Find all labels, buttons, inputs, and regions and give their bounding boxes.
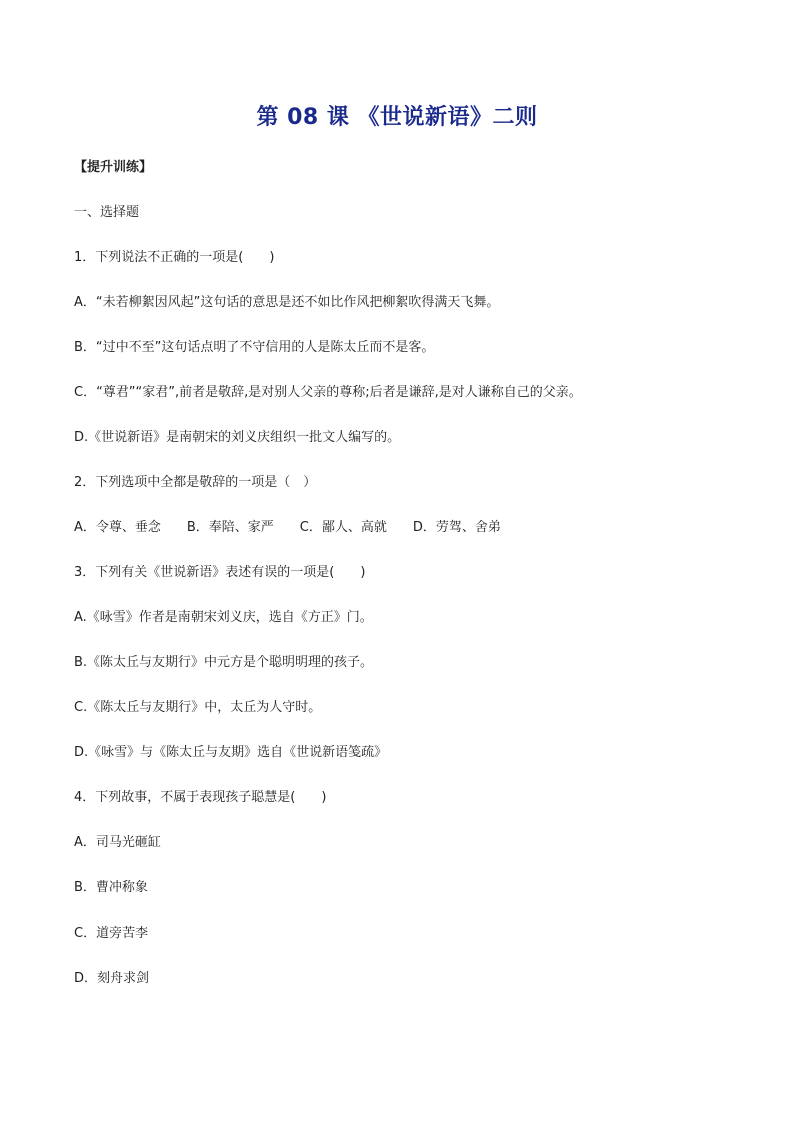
question-2-options: A．令尊、垂念 B．奉陪、家严 C．鄙人、高就 D．劳驾、舍弟 xyxy=(74,520,501,535)
question-3-option-d: D.《咏雪》与《陈太丘与友期》选自《世说新语笺疏》 xyxy=(74,745,388,760)
section-label: 【提升训练】 xyxy=(74,160,153,175)
question-4-option-b: B．曹冲称象 xyxy=(74,880,148,895)
question-3-option-b: B.《陈太丘与友期行》中元方是个聪明明理的孩子。 xyxy=(74,655,374,670)
page-title: 第 08 课 《世说新语》二则 xyxy=(256,105,538,130)
question-1-option-b: B．“过中不至”这句话点明了不守信用的人是陈太丘而不是客。 xyxy=(74,340,435,355)
question-4-stem: 4．下列故事，不属于表现孩子聪慧是( ) xyxy=(74,790,327,805)
question-2-stem: 2．下列选项中全都是敬辞的一项是（ ） xyxy=(74,475,317,490)
question-3-stem: 3．下列有关《世说新语》表述有误的一项是( ) xyxy=(74,565,366,580)
question-4-option-a: A．司马光砸缸 xyxy=(74,835,161,850)
question-1-option-d: D.《世说新语》是南朝宋的刘义庆组织一批文人编写的。 xyxy=(74,430,401,445)
question-4-option-c: C．道旁苦李 xyxy=(74,926,149,941)
question-1-stem: 1．下列说法不正确的一项是( ) xyxy=(74,250,275,265)
question-3-option-c: C.《陈太丘与友期行》中，太丘为人守时。 xyxy=(74,700,322,715)
part-heading: 一、选择题 xyxy=(74,205,140,220)
question-1-option-a: A．“未若柳絮因风起”这句话的意思是还不如比作风把柳絮吹得满天飞舞。 xyxy=(74,295,500,310)
question-4-option-d: D．刻舟求剑 xyxy=(74,971,150,986)
question-3-option-a: A.《咏雪》作者是南朝宋刘义庆，选自《方正》门。 xyxy=(74,610,373,625)
question-1-option-c: C．“尊君”“家君”,前者是敬辞,是对别人父亲的尊称;后者是谦辞,是对人谦称自己的父亲。 xyxy=(74,385,582,400)
